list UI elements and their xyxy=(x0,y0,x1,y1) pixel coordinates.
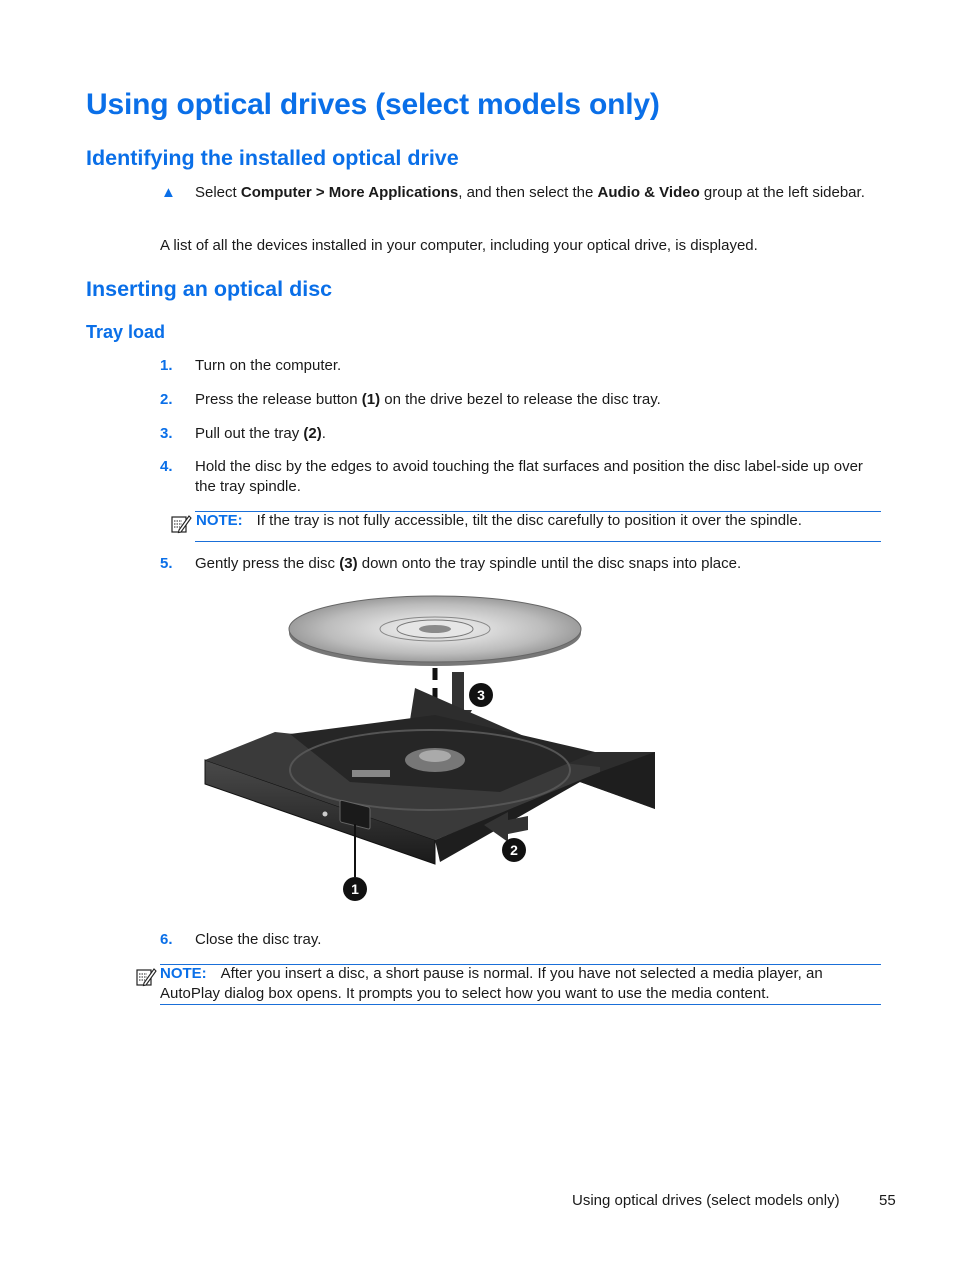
step2-text-b: on the drive bezel to release the disc tray. xyxy=(380,391,661,408)
callout-3-label: 3 xyxy=(477,687,485,703)
note-pencil-icon xyxy=(135,966,157,988)
callout-1-label: 1 xyxy=(351,881,359,897)
step5-text-a: Gently press the disc xyxy=(195,555,340,572)
disc-insertion-figure xyxy=(200,592,670,907)
note-autoplay-content xyxy=(160,964,882,1004)
note-label-2: NOTE: xyxy=(160,965,207,982)
callout-2-icon xyxy=(502,838,526,862)
step2-bold: (1) xyxy=(361,391,381,408)
callout-2-label: 2 xyxy=(510,842,518,858)
note-text-1: If the tray is not fully accessible, tilt the disc carefully to position it over the spindle. xyxy=(256,512,802,529)
bullet-bold-2: Audio & Video xyxy=(597,184,700,201)
step-text-6: Close the disc tray. xyxy=(195,931,322,948)
note-tray-content xyxy=(196,511,882,531)
bullet-triangle-icon: ▲ xyxy=(161,184,176,201)
callout-1-icon xyxy=(343,877,367,901)
step-text-1: Turn on the computer. xyxy=(195,357,342,374)
note-pencil-icon xyxy=(170,513,192,535)
section-heading-identifying: Identifying the installed optical drive xyxy=(86,146,459,170)
step-number-4: 4. xyxy=(160,458,173,475)
footer-chapter-title: Using optical drives (select models only) xyxy=(572,1192,840,1209)
step-text-4: Hold the disc by the edges to avoid touching the flat surfaces and position the disc label-side up over the tray spindle. xyxy=(195,458,863,495)
disc-drawing xyxy=(289,596,581,666)
step-number-2: 2. xyxy=(160,391,173,408)
step-text-3 xyxy=(195,424,885,444)
step3-bold: (2) xyxy=(303,425,322,442)
section-heading-inserting: Inserting an optical disc xyxy=(86,277,333,301)
step3-text-a: Pull out the tray xyxy=(195,425,304,442)
step-number-3: 3. xyxy=(160,425,173,442)
bullet-text-2: , and then select the xyxy=(458,184,598,201)
device-list-paragraph: A list of all the devices installed in your computer, including your optical drive, is displayed. xyxy=(160,237,758,254)
optical-drive-drawing xyxy=(205,688,655,864)
step3-text-b: . xyxy=(321,425,326,442)
callout-3-icon xyxy=(469,683,493,707)
note-text-2: After you insert a disc, a short pause is normal. If you have not selected a media player, an AutoPlay dialog box opens. It prompts you to select how you want to use the media content. xyxy=(160,965,823,1002)
step-text-5 xyxy=(195,554,885,574)
page-title: Using optical drives (select models only) xyxy=(86,88,660,121)
step-number-5: 5. xyxy=(160,555,173,572)
step-number-6: 6. xyxy=(160,931,173,948)
subsection-heading-tray-load: Tray load xyxy=(86,322,166,342)
step-text-2 xyxy=(195,390,885,410)
page-number: 55 xyxy=(879,1192,896,1209)
step-number-1: 1. xyxy=(160,357,173,374)
bullet-bold-1: Computer > More Applications xyxy=(240,184,459,201)
step2-text-a: Press the release button xyxy=(195,391,362,408)
bullet-text-3: group at the left sidebar. xyxy=(699,184,865,201)
bullet-instruction xyxy=(195,183,885,203)
note-label-1: NOTE: xyxy=(196,512,243,529)
step5-text-b: down onto the tray spindle until the disc snaps into place. xyxy=(357,555,742,572)
step5-bold: (3) xyxy=(339,555,358,572)
bullet-text-1: Select xyxy=(195,184,241,201)
